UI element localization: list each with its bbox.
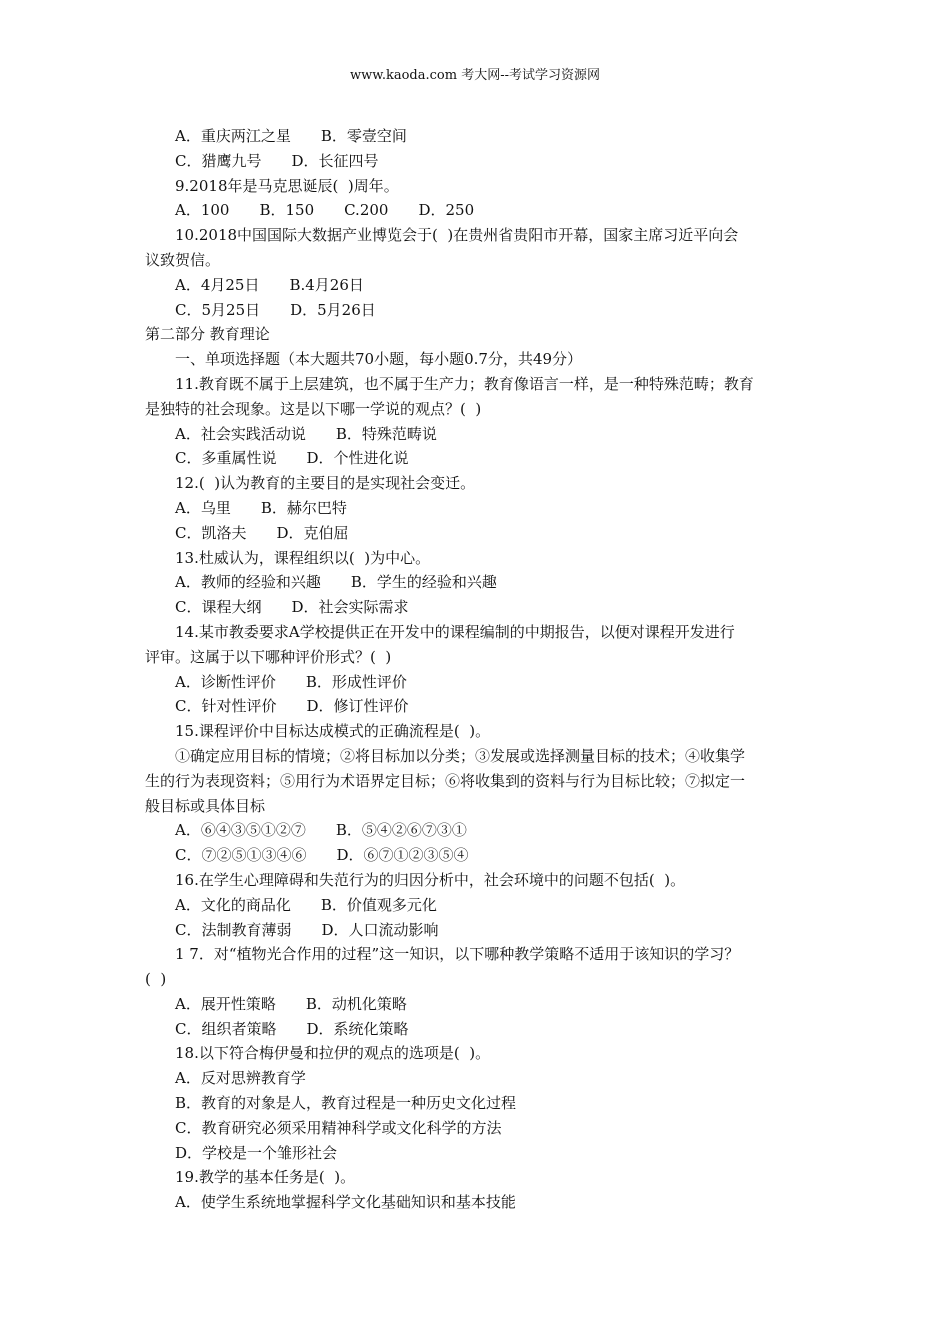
text-line: A．乌里 B．赫尔巴特 bbox=[175, 498, 347, 517]
text-line: 9.2018年是马克思诞辰( )周年。 bbox=[175, 176, 399, 195]
text-line: 13.杜威认为，课程组织以( )为中心。 bbox=[175, 548, 431, 567]
text-line: 10.2018中国国际大数据产业博览会于( )在贵州省贵阳市开幕，国家主席习近平向会 bbox=[175, 226, 739, 245]
text-line: C．⑦②⑤①③④⑥ D．⑥⑦①②③⑤④ bbox=[175, 846, 469, 865]
text-line: A．反对思辨教育学 bbox=[175, 1069, 306, 1088]
text-line: C．法制教育薄弱 D．人口流动影响 bbox=[175, 920, 439, 939]
text-line: A．诊断性评价 B．形成性评价 bbox=[175, 672, 407, 691]
text-line: C．多重属性说 D．个性进化说 bbox=[175, 449, 409, 468]
text-line: A．4月25日 B.4月26日 bbox=[175, 275, 364, 294]
text-line: A．教师的经验和兴趣 B．学生的经验和兴趣 bbox=[175, 573, 497, 592]
text-line: 议致贺信。 bbox=[145, 250, 221, 269]
text-line: C．教育研究必须采用精神科学或文化科学的方法 bbox=[175, 1118, 502, 1137]
text-line: A．重庆两江之星 B．零壹空间 bbox=[175, 127, 407, 145]
text-line: D．学校是一个雏形社会 bbox=[175, 1143, 338, 1162]
text-line: B．教育的对象是人，教育过程是一种历史文化过程 bbox=[175, 1094, 517, 1113]
text-line: C．针对性评价 D．修订性评价 bbox=[175, 697, 409, 716]
text-line: 一、单项选择题（本大题共70小题，每小题0.7分，共49分） bbox=[175, 350, 583, 369]
text-line: A．使学生系统地掌握科学文化基础知识和基本技能 bbox=[175, 1193, 516, 1212]
text-line: 16.在学生心理障碍和失范行为的归因分析中，社会环境中的问题不包括( )。 bbox=[175, 870, 686, 889]
text-line: ①确定应用目标的情境；②将目标加以分类；③发展或选择测量目标的技术；④收集学 bbox=[175, 746, 746, 765]
text-line: 19.教学的基本任务是( )。 bbox=[175, 1168, 356, 1187]
page-header: www.kaoda.com 考大网--考试学习资源网 bbox=[350, 68, 600, 83]
text-line: C．5月25日 D．5月26日 bbox=[175, 300, 376, 319]
document-body bbox=[145, 124, 817, 1215]
text-line: A．⑥④③⑤①②⑦ B．⑤④②⑥⑦③① bbox=[175, 821, 467, 840]
text-line: 生的行为表现资料；⑤用行为术语界定目标；⑥将收集到的资料与行为目标比较；⑦拟定一 bbox=[145, 771, 746, 790]
text-line: 般目标或具体目标 bbox=[145, 796, 266, 815]
text-line: 14.某市教委要求A学校提供正在开发中的课程编制的中期报告，以便对课程开发进行 bbox=[175, 622, 735, 641]
text-line: A．文化的商品化 B．价值观多元化 bbox=[175, 895, 437, 914]
text-line: 11.教育既不属于上层建筑，也不属于生产力；教育像语言一样，是一种特殊范畴；教育 bbox=[175, 374, 754, 393]
text-line: 第二部分 教育理论 bbox=[145, 325, 270, 344]
text-line: C．课程大纲 D．社会实际需求 bbox=[175, 598, 409, 617]
text-line: 12.( )认为教育的主要目的是实现社会变迁。 bbox=[175, 474, 476, 493]
text-line: C．猎鹰九号 D．长征四号 bbox=[175, 151, 379, 170]
text-line: C．组织者策略 D．系统化策略 bbox=[175, 1019, 409, 1038]
text-line: 是独特的社会现象。这是以下哪一学说的观点？( ) bbox=[145, 399, 482, 418]
text-line: 1 7．对“植物光合作用的过程”这一知识，以下哪种教学策略不适用于该知识的学习？ bbox=[175, 945, 740, 964]
text-line: ( ) bbox=[145, 970, 167, 989]
text-line: A．展开性策略 B．动机化策略 bbox=[175, 994, 407, 1013]
text-line: A．100 B．150 C.200 D．250 bbox=[175, 201, 475, 220]
text-line: A．社会实践活动说 B．特殊范畴说 bbox=[175, 424, 437, 443]
text-line: 评审。这属于以下哪种评价形式？( ) bbox=[145, 647, 392, 666]
text-line: 18.以下符合梅伊曼和拉伊的观点的选项是( )。 bbox=[175, 1044, 491, 1063]
text-line: C．凯洛夫 D．克伯屈 bbox=[175, 523, 349, 542]
text-line: 15.课程评价中目标达成模式的正确流程是( )。 bbox=[175, 722, 491, 741]
